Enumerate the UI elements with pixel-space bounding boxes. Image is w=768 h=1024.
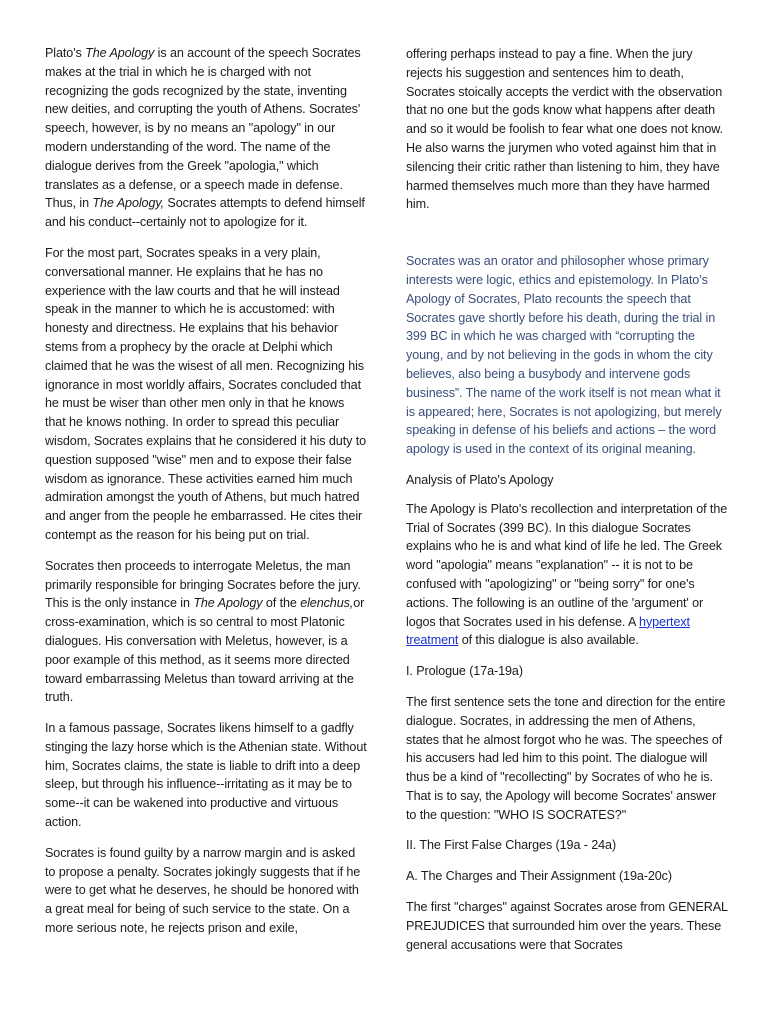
italic-title: The Apology, (92, 196, 165, 211)
paragraph-meletus (45, 557, 367, 707)
paragraph-intro (45, 44, 367, 232)
paragraph-sentence: offering perhaps instead to pay a fine. When the jury rejects his suggestion and sentences him to death, Socrates stoically accepts the verdict with the observation that no one but the gods know what happens after death and so it would be foolish to fear what one does not know. He also warns the jurymen who voted against him that in silencing their critic rather than listening to him, they have harmed themselves much more than they have harmed him. (406, 47, 723, 212)
text: is an account of the speech Socrates makes at the trial in which he is charged with not recognizing the gods recognized by the state, inventing new deities, and corrupting the youth of Athens. Socrates' speech, however, is by no means an "apology" in our modern understanding of the word. The name of the dialogue derives from the Greek "apologia," which translates as a defense, or a speech made in defense. Thus, in (45, 46, 361, 211)
italic-term: elenchus, (300, 596, 354, 611)
text: of this dialogue is also available. (458, 633, 639, 648)
text: Socrates attempts to defend himself and his conduct--certainly not to apologize for it. (45, 196, 365, 230)
hypertext-treatment-link[interactable]: hypertext treatment (406, 614, 690, 648)
paragraph-analysis (406, 500, 728, 650)
paragraph-orator: Socrates was an orator and philosopher whose primary interests were logic, ethics and epistemology. In Plato’s Apology of Socrates, Plato recounts the speech that Socrates gave shortly before his death, during the trial in 399 BC in which he was charged with “corrupting the young, and by not believing in the gods in whom the city believes, also being a busybody and intervene gods business”. The name of the work itself is not mean what it is appeared; here, Socrates is not apologizing, but merely speaking in defense of his beliefs and actions – the word apology is used in the context of its original meaning. (406, 254, 722, 457)
text: Plato's (45, 46, 86, 60)
paragraph-first-charges: The first "charges" against Socrates arose from GENERAL PREJUDICES that surrounded him over the years. These general accusations were that Socrates (406, 900, 728, 952)
text: of the (262, 596, 301, 611)
paragraph-prologue: The first sentence sets the tone and direction for the entire dialogue. Socrates, in addressing the men of Athens, states that he almost forgot who he was. The speeches of his accusers had led him to this point. The dialogue will thus be a kind of "recollecting" by Socrates of who he is. That is to say, the Apology will become Socrates' answer to the question: "WHO IS SOCRATES?" (406, 694, 726, 822)
text: Socrates then proceeds to interrogate Meletus, the man primarily responsible for bringing Socrates before the jury. This is the only instance in (45, 558, 361, 611)
outline-heading-charges-assignment: A. The Charges and Their Assignment (19a-20c) (406, 869, 672, 884)
italic-title: The Apology (193, 596, 263, 611)
right-column (406, 45, 728, 966)
section-heading: Analysis of Plato's Apology (406, 472, 554, 487)
paragraph-verdict: Socrates is found guilty by a narrow margin and is asked to propose a penalty. Socrates jokingly suggests that if he were to get what he deserves, he should be honored with a great meal for being of such service to the state. On a more serious note, he rejects prison and exile, (45, 845, 361, 936)
italic-title: The Apology (85, 46, 155, 60)
left-column (45, 44, 367, 950)
outline-heading-false-charges: II. The First False Charges (19a - 24a) (406, 838, 617, 853)
spacer (406, 226, 728, 252)
outline-heading-prologue: I. Prologue (17a-19a) (406, 664, 523, 679)
paragraph-gadfly: In a famous passage, Socrates likens himself to a gadfly stinging the lazy horse which is the Athenian state. Without him, Socrates claims, the state is liable to drift into a deep sleep, but through his influence--irritating as it may be to some--it can be wakened into productive and virtuous action. (45, 721, 367, 830)
paragraph-speech-manner: For the most part, Socrates speaks in a very plain, conversational manner. He explains that he has no experience with the law courts and that he will instead speak in the manner to which he is accustomed: with honesty and directness. He explains that his behavior stems from a prophecy by the oracle at Delphi which claimed that he was the wisest of all men. Recognizing his ignorance in most worldly affairs, Socrates concluded that he must be wiser than other men only in that he knows that he knows nothing. In order to spread this peculiar wisdom, Socrates explains that he considered it his duty to question supposed "wise" men and to expose their false wisdom as ignorance. These activities earned him much admiration amongst the youth of Athens, but much hatred and anger from the people he embarrassed. He cites their contempt as the reason for his being put on trial. (45, 245, 367, 542)
text: The Apology is Plato's recollection and interpretation of the Trial of Socrates (399 BC). In this dialogue Socrates explains who he is and what kind of life he led. The Greek word "apologia" means "explanation" -- it is not to be confused with "apologizing" or "being sorry" for one's actions. The following is an outline of the 'argument' or logos that Socrates used in his defense. A (406, 501, 728, 629)
text: or cross-examination, which is so central to most Platonic dialogues. His conversation with Meletus, however, is a poor example of this method, as it seems more directed toward embarrassing Meletus than toward arriving at the truth. (45, 596, 365, 705)
